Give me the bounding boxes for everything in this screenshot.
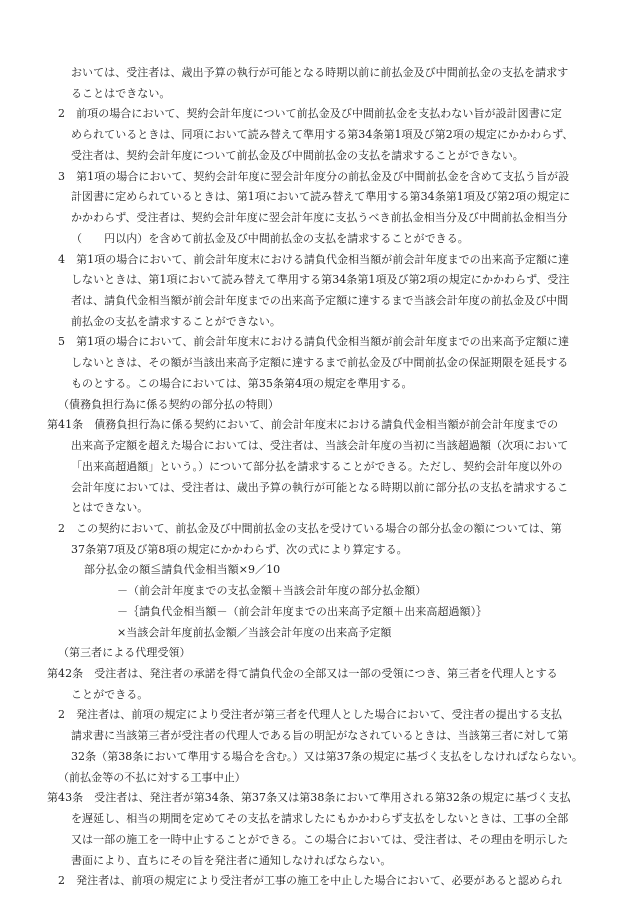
text-line: 請求書に当該第三者が受注者の代理人である旨の明記がなされているときは、当該第三者に対して第 — [71, 729, 569, 742]
text-line: 書面により、直ちにその旨を発注者に通知しなければならない。 — [71, 854, 392, 867]
paragraph-2-line: 2 発注者は、前項の規定により受注者が工事の施工を中止した場合において、必要があると認められ — [58, 874, 563, 887]
text-line: ものとする。この場合においては、第35条第4項の規定を準用する。 — [71, 377, 413, 390]
text-line: しないときは、第1項において読み替えて準用する第34条第1項及び第2項の規定にかかわらず、受注 — [71, 273, 570, 286]
paragraph-2-line: 2 この契約において、前払金及び中間前払金の支払を受けている場合の部分払金の額については、第 — [58, 522, 562, 535]
text-line: 会計年度においては、受注者は、歳出予算の執行が可能となる時期以前に部分払の支払を請求するこ — [71, 481, 569, 494]
paragraph-3-line: 3 第1項の場合において、契約会計年度に翌会計年度分の前払金及び中間前払金を含めて支払う旨が設 — [58, 170, 570, 183]
text-line: 出来高予定額を超えた場合においては、受注者は、当該会計年度の当初に当該超過額（次項において — [71, 439, 569, 452]
article-42-line: 第42条 受注者は、発注者の承諾を得て請負代金の全部又は一部の受領につき、第三者を代理人とする — [47, 667, 558, 680]
text-line: 「出来高超過額」という。）について部分払を請求することができる。ただし、契約会計年度以外の — [71, 460, 563, 473]
text-line: おいては、受注者は、歳出予算の執行が可能となる時期以前に前払金及び中間前払金の支払を請求す — [71, 66, 569, 79]
text-line: （ 円以内）を含めて前払金及び中間前払金の支払を請求することができる。 — [71, 232, 469, 245]
paragraph-5-line: 5 第1項の場合において、前会計年度末における請負代金相当額が前会計年度までの出来高予定額に達 — [58, 335, 570, 348]
section-heading: （前払金等の不払に対する工事中止） — [58, 771, 246, 784]
section-heading: （債務負担行為に係る契約の部分払の特則） — [58, 398, 279, 411]
text-line: とはできない。 — [71, 501, 149, 514]
text-line: 又は一部の施工を一時中止することができる。この場合においては、受注者は、その理由を明示した — [71, 833, 569, 846]
text-line: ることはできない。 — [71, 87, 171, 100]
text-line: められているときは、同項において読み替えて準用する第34条第1項及び第2項の規定にかかわらず、 — [71, 128, 574, 141]
paragraph-2-line: 2 前項の場合において、契約会計年度について前払金及び中間前払金を支払わない旨が設計図書に定 — [58, 107, 562, 120]
text-line: 受注者は、契約会計年度について前払金及び中間前払金の支払を請求することができない。 — [71, 149, 524, 162]
formula-line: －（前会計年度までの支払金額＋当該会計年度の部分払金額） — [117, 584, 427, 597]
text-line: を遅延し、相当の期間を定めてその支払を請求したにもかかわらず支払をしないときは、工事の全部 — [71, 812, 569, 825]
text-line: 前払金の支払を請求することができない。 — [71, 315, 281, 328]
formula-line: ×当該会計年度前払金額／当該会計年度の出来高予定額 — [117, 626, 392, 639]
article-43-line: 第43条 受注者は、発注者が第34条、第37条又は第38条において準用される第32条の規定に基づく支払 — [47, 791, 571, 804]
text-line: 者は、請負代金相当額が前会計年度までの出来高予定額に達するまで当該会計年度の前払金及び中間 — [71, 294, 569, 307]
text-line: 計図書に定められているときは、第1項において読み替えて準用する第34条第1項及び第2項の規定に — [71, 190, 571, 203]
text-line: かかわらず、受注者は、契約会計年度に翌会計年度に支払うべき前払金相当分及び中間前払金相当分 — [71, 211, 568, 224]
formula-line: 部分払金の額≦請負代金相当額×9／10 — [84, 563, 281, 576]
text-line: 32条（第38条において準用する場合を含む。）又は第37条の規定に基づく支払をしなければならない。 — [71, 750, 583, 763]
formula-line: －｛請負代金相当額－（前会計年度までの出来高予定額＋出来高超過額）｝ — [117, 605, 488, 618]
text-line: しないときは、その額が当該出来高予定額に達するまで前払金及び中間前払金の保証期限を延長する — [71, 356, 569, 369]
section-heading: （第三者による代理受領） — [58, 646, 191, 659]
article-41-line: 第41条 債務負担行為に係る契約において、前会計年度末における請負代金相当額が前会計年度までの — [47, 418, 559, 431]
text-line: ことができる。 — [71, 688, 149, 701]
paragraph-2-line: 2 発注者は、前項の規定により受注者が第三者を代理人とした場合において、受注者の提出する支払 — [58, 708, 563, 721]
paragraph-4-line: 4 第1項の場合において、前会計年度末における請負代金相当額が前会計年度までの出来高予定額に達 — [58, 253, 570, 266]
text-line: 37条第7項及び第8項の規定にかかわらず、次の式により算定する。 — [71, 543, 408, 556]
